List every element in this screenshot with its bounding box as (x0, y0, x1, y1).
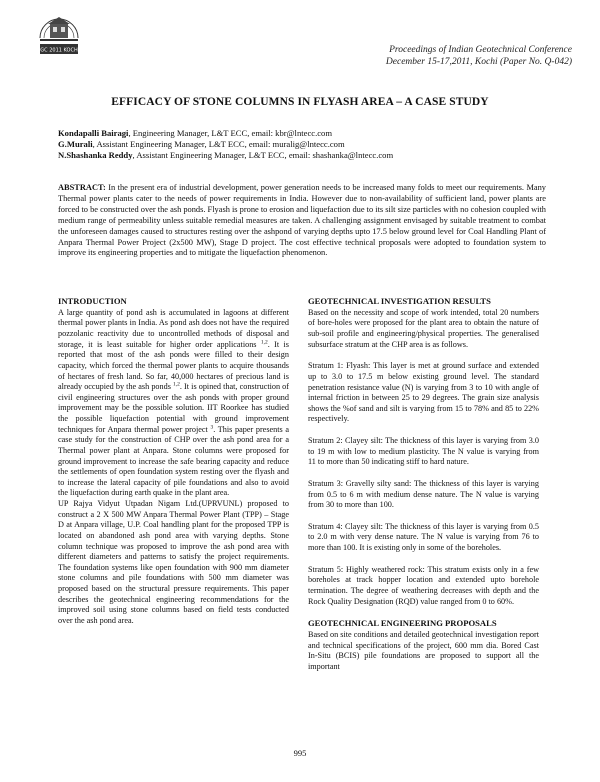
conference-dates: December 15-17,2011, Kochi (Paper No. Q-042) (385, 57, 572, 67)
right-column (308, 296, 539, 672)
conference-logo (36, 8, 82, 58)
citation: 3 (210, 423, 214, 430)
author-name: N.Shashanka Reddy (58, 150, 133, 160)
stratum-3: Stratum 3: Gravelly silty sand: The thickness of this layer is varying from 0.5 to 6 m with medium dense nature. The N value is varying from 30 to more than 100. (308, 478, 539, 510)
author-name: G.Murali (58, 139, 93, 149)
stratum-1: Stratum 1: Flyash: This layer is met at ground surface and extended up to 3.0 to 17.5 m below existing ground level. The standard penetration resistance value (N) is varying from 3 to 10 with angle of internal friction in between 25 to 29 degrees. The grain size analysis shows the %of sand and silt is varying from 15 to 78% and 85 to 22% respectively. (308, 361, 539, 424)
stratum-4: Stratum 4: Clayey silt: The thickness of this layer is varying from 0.5 to 2.0 m with very dense nature. The N value is varying from 76 to more than 100. It is existing only in some of the boreholes. (308, 521, 539, 553)
abstract-label: ABSTRACT: (58, 183, 106, 192)
author-name: Kondapalli Bairagi (58, 128, 129, 138)
author-affiliation: , Assistant Engineering Manager, L&T ECC, email: shashanka@lntecc.com (132, 150, 394, 160)
author-line (58, 128, 558, 139)
abstract-text: In the present era of industrial development, power generation needs to be increased many folds to meet our requirements. Many Thermal power plants cater to the needs of power requirements in India. However due to non-availability of sufficient land, power plants are forced to be constructed over the ash ponds. Flyash is prone to erosion and liquefaction due to its silt size particles with no cohesion coupled with medium range of permeability unless suitable remedial measures are taken. A challenging assignment envisaged by suitable treatment to combat the unforeseen damages caused to structures resting over the ashpond of varying depths upto 17.5 below ground level for Coal Handling Plant of Anpara Thermal Power Project (2x500 MW), Stage D project. The cost effective technical proposals were adopted to foundation system to improve its engineering properties and to mitigate the liquefaction phenomenon. (58, 183, 546, 258)
citation: 1,2 (260, 338, 268, 345)
author-affiliation: , Engineering Manager, L&T ECC, email: kbr@lntecc.com (128, 128, 333, 138)
intro-paragraph-2: UP Rajya Vidyut Utpadan Nigam Ltd.(UPRVUNL) proposed to construct a 2 X 500 MW Anpara Thermal Power Plant (TPP) – Stage D at Anpara village, U.P. Coal handling plant for the proposed TPP is located on abandoned ash pond area with varying depths. Stone column technique was proposed to improve the ash pond area with different diameters and patterns to satisfy the project requirements. The foundation systems like open foundation with 900 mm diameter stone columns and pile foundations with 500 mm diameter was proposed based on the structural pressure requirements. This paper describes the geotechnical engineering recommendations for the improved soil using stone columns based on field tests conducted over the ash pond area. (58, 499, 289, 625)
conference-header (272, 44, 572, 68)
proposals-paragraph: Based on site conditions and detailed geotechnical investigation report and technical specifications of the project, 600 mm dia. Bored Cast In-Situ (BCIS) pile foundations are proposed to support all the important (308, 629, 540, 671)
conference-name: Proceedings of Indian Geotechnical Conference (389, 45, 572, 55)
section-heading-proposals: GEOTECHNICAL ENGINEERING PROPOSALS (308, 618, 497, 629)
section-heading-investigation: GEOTECHNICAL INVESTIGATION RESULTS (308, 296, 491, 306)
page-number: 995 (293, 748, 307, 758)
author-list (58, 128, 558, 161)
investigation-paragraph: Based on the necessity and scope of work intended, total 20 numbers of bore-holes were proposed for the plant area to obtain the nature of sub-soil profile and engineering/physical properties. The generalised subsurface stratum at the CHP area is as follows. (308, 307, 539, 349)
author-affiliation: , Assistant Engineering Manager, L&T ECC, email: muralig@lntecc.com (92, 139, 345, 149)
left-column (58, 296, 289, 627)
stratum-2: Stratum 2: Clayey silt: The thickness of this layer is varying from 3.0 to 19 m with low to medium plasticity. The N value is varying from 11 to more than 50 indicating stiff to hard nature. (308, 436, 539, 467)
intro-paragraph-1: A large quantity of pond ash is accumulated in lagoons at different thermal power plants in India. As pond ash does not have the required pozzolanic reactivity due to uncontrolled methods of disposal and storage, it is least suitable for higher order applications $^{1,2}$. It is reported that most of the ash ponds were filled to their design capacity, which forced the thermal power plants to acquire thousands of hectares of fresh land. So far, 40,000 hectares of precious land is already occupied by the ash ponds $^{1,2}$. It is opined that, construction of civil engineering structures over the ash ponds with proper ground improvement may be the possible solution. IIT Roorkee has studied the possible liquefaction potential with ground improvement techniques for Anpara thermal power project $^3$. This paper presents a case study for the construction of CHP over the ash pond area for a Thermal power plant at Anpara. Stone columns were proposed for ground improvement to increase the safe bearing capacity and reduce the settlements of open foundation system resting over the flyash and to increase the lateral capacity of pile foundations and also to avoid the liquefaction during earth quake in the plant area. (58, 307, 289, 498)
section-heading-introduction: INTRODUCTION (58, 296, 127, 306)
abstract (58, 183, 546, 259)
stratum-5: Stratum 5: Highly weathered rock: This stratum exists only in a few boreholes at track hopper location and extended upto borehole termination. The degree of weathering decreases with depth and the Rock Quality Designation (RQD) value ranged from 0 to 60%. (308, 564, 539, 606)
author-line (58, 139, 558, 150)
logo-text: IGC 2011 KOCHI (38, 47, 80, 54)
paper-title: EFFICACY OF STONE COLUMNS IN FLYASH AREA – A CASE STUDY (111, 96, 489, 108)
citation: 1,2 (173, 381, 180, 388)
author-line (58, 150, 558, 161)
